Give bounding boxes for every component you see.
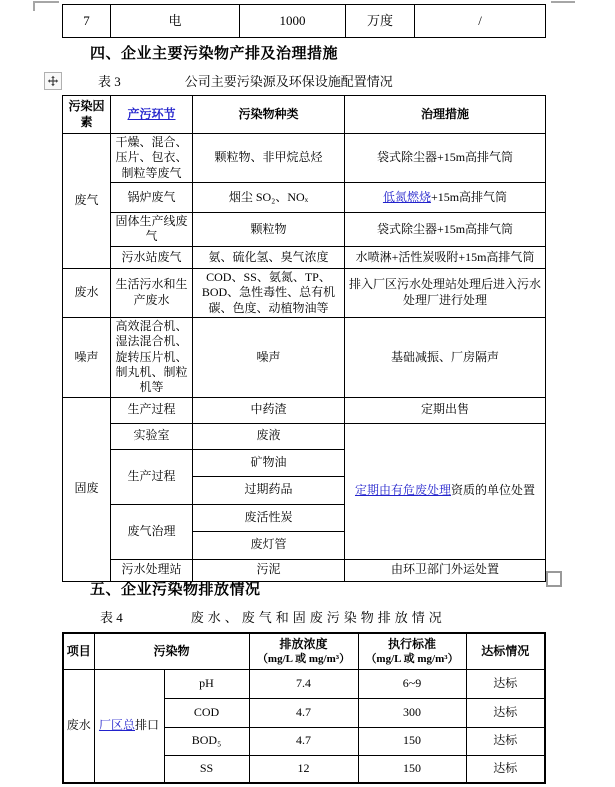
table-cell-text: +15m高排气筒: [430, 189, 508, 204]
t3-header-pollutant-type: 污染物种类: [193, 96, 345, 134]
table-cell: 达标: [466, 727, 545, 755]
table-cell: 污水处理站: [111, 559, 193, 581]
table-cell: 噪声: [193, 317, 345, 397]
table-cell: BOD₅: [164, 727, 249, 755]
table-cell: 由环卫部门外运处置: [345, 559, 546, 581]
table-cell: 4.7: [249, 727, 358, 755]
table4-caption: [100, 607, 446, 626]
t4-header-standard-unit: （mg/L 或 mg/m³）: [365, 652, 459, 665]
t3-group-solid-waste: 固废: [63, 397, 111, 581]
t3-group-waste-water: 废水: [63, 268, 111, 317]
text-boundary-mark-top-right: [551, 1, 575, 11]
table-cell-text: 资质的单位处置: [451, 483, 536, 498]
table-cell: 300: [358, 698, 466, 727]
table3-caption-label: 表 3: [98, 74, 121, 89]
table-cell: 达标: [466, 755, 545, 783]
table-cell: 废气治理: [111, 504, 193, 559]
t4-outlet-cell: [94, 669, 164, 783]
table-cell: 实验室: [111, 423, 193, 449]
table-cell: 过期药品: [193, 476, 345, 504]
table-cell: COD: [164, 698, 249, 727]
table-cell: 万度: [346, 5, 415, 38]
table-cell: 生活污水和生产废水: [111, 268, 193, 317]
table-cell: 达标: [466, 669, 545, 698]
table3-caption-title: 公司主要污染源及环保设施配置情况: [184, 74, 393, 89]
table-cell: 水喷淋+活性炭吸附+15m高排气筒: [345, 246, 546, 268]
revision-inserted-text: 厂区总: [98, 718, 135, 733]
resource-consumption-table-row: [62, 4, 546, 38]
pollution-sources-table: [62, 95, 546, 582]
table-cell: 达标: [466, 698, 545, 727]
table-cell: 袋式除尘器+15m高排气筒: [345, 134, 546, 183]
table-cell: 干燥、混合、压片、包衣、制粒等废气: [111, 134, 193, 183]
t3-header-factor: 污染因素: [63, 96, 111, 134]
table-move-handle[interactable]: [44, 72, 62, 90]
t4-header-concentration: [249, 633, 358, 669]
table-cell: 定期出售: [345, 397, 546, 423]
table-cell: 污泥: [193, 559, 345, 581]
table-cell: 锅炉废气: [111, 183, 193, 213]
table-cell: 12: [249, 755, 358, 783]
table-cell: pH: [164, 669, 249, 698]
table-cell: 排入厂区污水处理站处理后进入污水处理厂进行处理: [345, 268, 546, 317]
table-cell: 固体生产线废气: [111, 213, 193, 247]
table-cell: /: [415, 5, 546, 38]
table-cell: SS: [164, 755, 249, 783]
table-cell: 矿物油: [193, 449, 345, 476]
table-cell: 1000: [240, 5, 346, 38]
section-4-heading: 四、企业主要污染物产排及治理措施: [90, 46, 339, 62]
table-cell: 污水站废气: [111, 246, 193, 268]
pollutant-discharge-table: [62, 632, 546, 784]
t3-group-noise: 噪声: [63, 317, 111, 397]
table-cell: 6~9: [358, 669, 466, 698]
table-cell: 颗粒物: [193, 213, 345, 247]
t4-header-standard: [358, 633, 466, 669]
t4-group-waste-water: 废水: [63, 669, 94, 783]
t4-header-item: 项目: [63, 633, 94, 669]
table-cell: 高效混合机、湿法混合机、旋转压片机、制丸机、制粒机等: [111, 317, 193, 397]
table-cell: 7: [63, 5, 111, 38]
table-cell: COD、SS、氨氮、TP、BOD、急性毒性、总有机碳、色度、动植物油等: [193, 268, 345, 317]
table4-caption-label: 表 4: [100, 610, 123, 625]
t3-group-waste-gas: 废气: [63, 134, 111, 269]
t4-header-pollutant: 污染物: [94, 633, 249, 669]
table-cell: 废液: [193, 423, 345, 449]
revision-inserted-text: 低氮燃烧: [382, 189, 431, 204]
table-cell: 4.7: [249, 698, 358, 727]
object-anchor-marker: [546, 571, 562, 587]
table-cell: 中药渣: [193, 397, 345, 423]
table-cell: 7.4: [249, 669, 358, 698]
table-cell: 废灯管: [193, 531, 345, 559]
t3-header-treatment: 治理措施: [345, 96, 546, 134]
table-cell: 生产过程: [111, 397, 193, 423]
table-cell: 150: [358, 755, 466, 783]
table-cell: 氨、硫化氢、臭气浓度: [193, 246, 345, 268]
table-cell: 基础减振、厂房隔声: [345, 317, 546, 397]
table-cell: 电: [111, 5, 240, 38]
four-way-move-arrow-icon: [47, 75, 59, 87]
t4-header-concentration-label: 排放浓度: [279, 636, 328, 651]
t4-header-standard-label: 执行标准: [388, 636, 437, 651]
table-cell: 150: [358, 727, 466, 755]
table-cell: [345, 183, 546, 213]
text-boundary-mark-top-left: [33, 1, 59, 11]
t4-header-compliance: 达标情况: [466, 633, 545, 669]
revision-inserted-text: 定期由有危废处理: [354, 483, 451, 498]
table-cell-text: 排口: [135, 718, 160, 733]
table4-caption-title: 废水、废气和固废污染物排放情况: [190, 610, 446, 625]
table-cell: 颗粒物、非甲烷总烃: [193, 134, 345, 183]
table-cell: 烟尘 SO₂、NOₓ: [193, 183, 345, 213]
hazardous-waste-treatment-cell: [345, 423, 546, 559]
table-cell: 废活性炭: [193, 504, 345, 531]
table-cell: 袋式除尘器+15m高排气筒: [345, 213, 546, 247]
t4-header-concentration-unit: （mg/L 或 mg/m³）: [256, 652, 351, 665]
table3-caption: [98, 71, 393, 90]
table-cell: 生产过程: [111, 449, 193, 504]
t3-header-stage: 产污环节: [111, 96, 193, 134]
section-5-heading: 五、企业污染物排放情况: [90, 582, 261, 598]
